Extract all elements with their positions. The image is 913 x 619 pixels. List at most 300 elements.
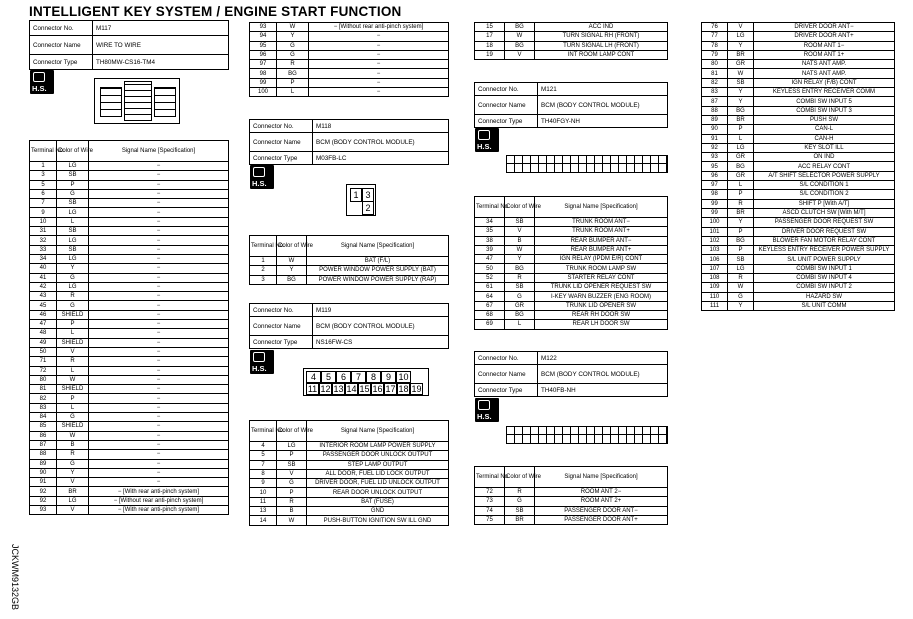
- connector-info-m119: [249, 303, 449, 349]
- table-row: [702, 97, 895, 106]
- color-cell: R: [57, 450, 89, 459]
- color-cell: G: [57, 459, 89, 468]
- pin: 2: [362, 201, 374, 215]
- terminal-table-m122-cont: [701, 22, 895, 311]
- table-row: [30, 217, 229, 226]
- color-cell: LG: [728, 264, 754, 273]
- signal-cell: −: [89, 422, 229, 431]
- terminal-cell: 45: [30, 301, 57, 310]
- header-signal: Signal Name [Specification]: [535, 197, 668, 218]
- signal-cell: ACC RELAY CONT: [754, 162, 895, 171]
- table-row: [702, 227, 895, 236]
- terminal-cell: 18: [475, 41, 505, 50]
- signal-cell: −: [309, 50, 449, 59]
- table-row: [702, 78, 895, 87]
- terminal-cell: 93: [30, 505, 57, 514]
- table-row: [475, 245, 668, 254]
- label: Connector Type: [475, 115, 538, 128]
- signal-cell: −: [89, 431, 229, 440]
- connector-face-m122: [506, 426, 668, 444]
- table-row: [702, 162, 895, 171]
- label: Connector No.: [30, 21, 93, 36]
- table-row: [702, 301, 895, 310]
- terminal-cell: 93: [702, 153, 728, 162]
- table-row: [30, 292, 229, 301]
- signal-cell: −: [89, 245, 229, 254]
- color-cell: G: [505, 292, 535, 301]
- pin: 19: [411, 384, 422, 394]
- table-row: [702, 218, 895, 227]
- color-cell: B: [505, 236, 535, 245]
- terminal-cell: 47: [30, 320, 57, 329]
- signal-cell: A/T SHIFT SELECTOR POWER SUPPLY: [754, 171, 895, 180]
- header-terminal: Terminal No.: [250, 236, 277, 257]
- table-row: [250, 479, 449, 488]
- connector-type: M03FB-LC: [313, 152, 449, 165]
- table-row: [702, 32, 895, 41]
- table-row: [250, 69, 449, 78]
- table-row: [702, 246, 895, 255]
- table-row: [250, 275, 449, 284]
- table-row: [30, 505, 229, 514]
- table-row: [702, 171, 895, 180]
- table-row: [702, 134, 895, 143]
- table-row: [250, 60, 449, 69]
- connector-name: BCM (BODY CONTROL MODULE): [538, 365, 668, 384]
- pin: 13: [333, 384, 344, 394]
- table-row: [30, 273, 229, 282]
- color-cell: SB: [505, 506, 535, 515]
- connector-no: M121: [538, 83, 668, 96]
- signal-cell: DRIVER DOOR REQUEST SW: [754, 227, 895, 236]
- signal-cell: SHIFT P [With A/T]: [754, 199, 895, 208]
- table-row: [250, 469, 449, 478]
- color-cell: LG: [57, 162, 89, 171]
- terminal-cell: 6: [30, 189, 57, 198]
- color-cell: SB: [57, 227, 89, 236]
- signal-cell: PASSENGER DOOR REQUEST SW: [754, 218, 895, 227]
- signal-cell: BLOWER FAN MOTOR RELAY CONT: [754, 236, 895, 245]
- pin: 10: [396, 371, 411, 383]
- signal-cell: − [With rear anti-pinch system]: [89, 487, 229, 496]
- terminal-cell: 19: [475, 50, 505, 59]
- table-row: [30, 301, 229, 310]
- terminal-cell: 78: [702, 41, 728, 50]
- color-cell: Y: [505, 255, 535, 264]
- color-cell: P: [277, 488, 307, 497]
- table-row: [475, 515, 668, 524]
- terminal-cell: 64: [475, 292, 505, 301]
- color-cell: BG: [728, 162, 754, 171]
- connector-name: BCM (BODY CONTROL MODULE): [313, 317, 449, 336]
- color-cell: P: [728, 246, 754, 255]
- label: Connector Type: [30, 55, 93, 70]
- table-row: [702, 41, 895, 50]
- label: Connector Name: [250, 317, 313, 336]
- table-row: [30, 329, 229, 338]
- signal-cell: ASCD CLUTCH SW [With M/T]: [754, 208, 895, 217]
- signal-cell: ROOM ANT 1+: [754, 50, 895, 59]
- signal-cell: IGN RELAY (IPDM E/R) CONT: [535, 255, 668, 264]
- signal-cell: S/L UNIT COMM: [754, 301, 895, 310]
- signal-cell: TURN SIGNAL LH (FRONT): [535, 41, 668, 50]
- signal-cell: −: [89, 236, 229, 245]
- table-row: [702, 199, 895, 208]
- pin: 3: [362, 188, 374, 202]
- terminal-cell: 72: [30, 366, 57, 375]
- color-cell: G: [57, 413, 89, 422]
- table-row: [250, 23, 449, 32]
- label: Connector Name: [475, 96, 538, 115]
- color-cell: SB: [277, 460, 307, 469]
- signal-cell: INTERIOR ROOM LAMP POWER SUPPLY: [307, 442, 449, 451]
- table-row: [250, 497, 449, 506]
- terminal-table-m118: [249, 235, 449, 285]
- table-row: [702, 190, 895, 199]
- color-cell: P: [277, 78, 309, 87]
- signal-cell: −: [89, 385, 229, 394]
- signal-cell: −: [89, 282, 229, 291]
- color-cell: Y: [728, 88, 754, 97]
- terminal-cell: 32: [30, 236, 57, 245]
- header-terminal: Terminal No.: [475, 197, 505, 218]
- table-row: [702, 274, 895, 283]
- header-terminal: Terminal No.: [30, 141, 57, 162]
- table-row: [30, 338, 229, 347]
- color-cell: SB: [57, 199, 89, 208]
- terminal-cell: 10: [30, 217, 57, 226]
- color-cell: P: [728, 125, 754, 134]
- table-row: [30, 264, 229, 273]
- signal-cell: DRIVER DOOR, FUEL LID UNLOCK OUTPUT: [307, 479, 449, 488]
- signal-cell: −: [309, 78, 449, 87]
- color-cell: SHIELD: [57, 385, 89, 394]
- terminal-cell: 96: [250, 50, 277, 59]
- signal-cell: TRUNK ROOM ANT+: [535, 227, 668, 236]
- color-cell: V: [505, 50, 535, 59]
- terminal-cell: 50: [475, 264, 505, 273]
- terminal-cell: 84: [30, 413, 57, 422]
- table-row: [475, 23, 668, 32]
- table-row: [702, 125, 895, 134]
- terminal-cell: 99: [702, 208, 728, 217]
- signal-cell: −: [89, 357, 229, 366]
- signal-cell: ON IND: [754, 153, 895, 162]
- terminal-cell: 52: [475, 273, 505, 282]
- connector-name: WIRE TO WIRE: [93, 36, 229, 55]
- table-row: [475, 488, 668, 497]
- table-row: [475, 227, 668, 236]
- signal-cell: −: [89, 310, 229, 319]
- signal-cell: S/L CONDITION 2: [754, 190, 895, 199]
- color-cell: G: [277, 41, 309, 50]
- table-row: [30, 310, 229, 319]
- connector-type: TH40FGY-NH: [538, 115, 668, 128]
- color-cell: SB: [57, 245, 89, 254]
- signal-cell: TRUNK LID OPENER SW: [535, 301, 668, 310]
- terminal-cell: 68: [475, 310, 505, 319]
- signal-cell: −: [89, 254, 229, 263]
- terminal-cell: 5: [250, 451, 277, 460]
- table-row: [30, 375, 229, 384]
- terminal-cell: 81: [702, 69, 728, 78]
- terminal-cell: 5: [30, 180, 57, 189]
- signal-cell: ALL DOOR, FUEL LID LOCK OUTPUT: [307, 469, 449, 478]
- color-cell: Y: [728, 41, 754, 50]
- signal-cell: INT ROOM LAMP CONT: [535, 50, 668, 59]
- color-cell: W: [505, 245, 535, 254]
- color-cell: L: [57, 366, 89, 375]
- terminal-cell: 80: [30, 375, 57, 384]
- color-cell: Y: [277, 266, 307, 275]
- table-row: [475, 264, 668, 273]
- terminal-cell: 15: [475, 23, 505, 32]
- terminal-cell: 88: [702, 106, 728, 115]
- terminal-cell: 34: [475, 218, 505, 227]
- signal-cell: ACC IND: [535, 23, 668, 32]
- connector-no: M119: [313, 304, 449, 317]
- table-row: [30, 199, 229, 208]
- terminal-cell: 94: [250, 32, 277, 41]
- table-row: [30, 478, 229, 487]
- table-row: [30, 431, 229, 440]
- table-row: [702, 69, 895, 78]
- table-row: [250, 488, 449, 497]
- terminal-table-m117-cont: [249, 22, 449, 97]
- connector-face-m119: [303, 368, 429, 396]
- table-row: [30, 450, 229, 459]
- signal-cell: DRIVER DOOR ANT−: [754, 23, 895, 32]
- label: Connector Name: [250, 133, 313, 152]
- table-row: [250, 460, 449, 469]
- table-row: [475, 41, 668, 50]
- terminal-cell: 89: [702, 115, 728, 124]
- harness-side-icon: H.S.: [30, 70, 54, 94]
- header-color: Color of Wire: [277, 421, 307, 442]
- table-row: [702, 106, 895, 115]
- signal-cell: −: [309, 32, 449, 41]
- pin: 1: [350, 188, 362, 202]
- terminal-cell: 82: [30, 394, 57, 403]
- color-cell: L: [728, 181, 754, 190]
- terminal-cell: 111: [702, 301, 728, 310]
- signal-cell: COMBI SW INPUT 2: [754, 283, 895, 292]
- signal-cell: −: [89, 320, 229, 329]
- terminal-cell: 81: [30, 385, 57, 394]
- signal-cell: POWER WINDOW POWER SUPPLY (RAP): [307, 275, 449, 284]
- terminal-cell: 99: [702, 199, 728, 208]
- table-row: [250, 88, 449, 97]
- terminal-cell: 41: [30, 273, 57, 282]
- pin: 12: [320, 384, 331, 394]
- color-cell: LG: [277, 442, 307, 451]
- table-row: [30, 162, 229, 171]
- color-cell: Y: [57, 264, 89, 273]
- terminal-cell: 38: [475, 236, 505, 245]
- color-cell: L: [505, 320, 535, 329]
- table-row: [475, 320, 668, 329]
- signal-cell: CAN-L: [754, 125, 895, 134]
- table-row: [702, 115, 895, 124]
- signal-cell: COMBI SW INPUT 3: [754, 106, 895, 115]
- terminal-cell: 108: [702, 274, 728, 283]
- table-row: [30, 189, 229, 198]
- terminal-table-m119: [249, 420, 449, 526]
- signal-cell: −: [89, 171, 229, 180]
- table-row: [30, 254, 229, 263]
- terminal-cell: 76: [702, 23, 728, 32]
- terminal-cell: 75: [475, 515, 505, 524]
- signal-cell: PASSENGER DOOR ANT+: [535, 515, 668, 524]
- color-cell: BR: [728, 115, 754, 124]
- color-cell: Y: [728, 301, 754, 310]
- terminal-cell: 73: [475, 497, 505, 506]
- signal-cell: PUSH SW: [754, 115, 895, 124]
- color-cell: SHIELD: [57, 338, 89, 347]
- terminal-cell: 98: [250, 69, 277, 78]
- table-row: [30, 385, 229, 394]
- document-code: JCKWM9132GB: [10, 543, 21, 611]
- terminal-cell: 87: [30, 440, 57, 449]
- signal-cell: KEYLESS ENTRY RECEIVER POWER SUPPLY: [754, 246, 895, 255]
- table-row: [702, 255, 895, 264]
- signal-cell: TRUNK ROOM LAMP SW: [535, 264, 668, 273]
- signal-cell: BAT (FUSE): [307, 497, 449, 506]
- color-cell: R: [57, 357, 89, 366]
- table-row: [250, 50, 449, 59]
- signal-cell: HAZARD SW: [754, 292, 895, 301]
- signal-cell: ROOM ANT 2+: [535, 497, 668, 506]
- terminal-cell: 109: [702, 283, 728, 292]
- signal-cell: −: [89, 468, 229, 477]
- terminal-cell: 107: [702, 264, 728, 273]
- pin: 15: [359, 384, 370, 394]
- terminal-cell: 33: [30, 245, 57, 254]
- terminal-cell: 4: [250, 442, 277, 451]
- terminal-cell: 46: [30, 310, 57, 319]
- signal-cell: IGN RELAY (F/B) CONT: [754, 78, 895, 87]
- signal-cell: −: [309, 60, 449, 69]
- color-cell: L: [728, 134, 754, 143]
- label: Connector Type: [250, 336, 313, 349]
- table-row: [475, 292, 668, 301]
- connector-face-m121: [506, 155, 668, 173]
- color-cell: SB: [505, 283, 535, 292]
- pin: 7: [351, 371, 366, 383]
- table-row: [250, 41, 449, 50]
- signal-cell: DRIVER DOOR ANT+: [754, 32, 895, 41]
- color-cell: G: [57, 189, 89, 198]
- color-cell: V: [277, 469, 307, 478]
- color-cell: LG: [728, 32, 754, 41]
- signal-cell: −: [309, 41, 449, 50]
- signal-cell: KEY SLOT ILL: [754, 143, 895, 152]
- table-row: [702, 283, 895, 292]
- pin: 17: [385, 384, 396, 394]
- terminal-cell: 97: [702, 181, 728, 190]
- signal-cell: COMBI SW INPUT 1: [754, 264, 895, 273]
- color-cell: BR: [505, 515, 535, 524]
- terminal-cell: 95: [702, 162, 728, 171]
- signal-cell: BAT (F/L): [307, 257, 449, 266]
- signal-cell: REAR BUMPER ANT−: [535, 236, 668, 245]
- pin: 5: [321, 371, 336, 383]
- label: Connector Name: [30, 36, 93, 55]
- color-cell: Y: [728, 218, 754, 227]
- table-row: [30, 440, 229, 449]
- signal-cell: − [Without rear anti-pinch system]: [309, 23, 449, 32]
- terminal-cell: 34: [30, 254, 57, 263]
- terminal-cell: 71: [30, 357, 57, 366]
- terminal-table-m119-cont: [474, 22, 668, 60]
- terminal-table-m122: [474, 466, 668, 525]
- color-cell: SB: [728, 78, 754, 87]
- terminal-cell: 1: [30, 162, 57, 171]
- color-cell: GR: [505, 301, 535, 310]
- signal-cell: REAR RH DOOR SW: [535, 310, 668, 319]
- signal-cell: −: [89, 199, 229, 208]
- color-cell: Y: [728, 97, 754, 106]
- terminal-cell: 43: [30, 292, 57, 301]
- signal-cell: STARTER RELAY CONT: [535, 273, 668, 282]
- terminal-cell: 7: [250, 460, 277, 469]
- color-cell: LG: [57, 208, 89, 217]
- color-cell: SHIELD: [57, 310, 89, 319]
- signal-cell: −: [89, 450, 229, 459]
- signal-cell: REAR DOOR UNLOCK OUTPUT: [307, 488, 449, 497]
- table-row: [250, 442, 449, 451]
- connector-name: BCM (BODY CONTROL MODULE): [313, 133, 449, 152]
- terminal-cell: 50: [30, 347, 57, 356]
- terminal-cell: 101: [702, 227, 728, 236]
- color-cell: R: [277, 60, 309, 69]
- color-cell: W: [277, 516, 307, 525]
- color-cell: BG: [505, 23, 535, 32]
- terminal-cell: 11: [250, 497, 277, 506]
- color-cell: Y: [57, 468, 89, 477]
- pin: 9: [381, 371, 396, 383]
- table-row: [30, 422, 229, 431]
- terminal-table-m117: [29, 140, 229, 515]
- connector-type: NS16FW-CS: [313, 336, 449, 349]
- table-row: [475, 506, 668, 515]
- color-cell: BG: [505, 41, 535, 50]
- terminal-cell: 90: [702, 125, 728, 134]
- terminal-cell: 100: [250, 88, 277, 97]
- color-cell: L: [57, 403, 89, 412]
- terminal-cell: 80: [702, 60, 728, 69]
- terminal-cell: 91: [30, 478, 57, 487]
- terminal-cell: 9: [250, 479, 277, 488]
- signal-cell: −: [89, 162, 229, 171]
- connector-type: TH80MW-CS16-TM4: [93, 55, 229, 70]
- header-color: Color of Wire: [505, 197, 535, 218]
- terminal-cell: 98: [702, 190, 728, 199]
- terminal-cell: 88: [30, 450, 57, 459]
- table-row: [475, 255, 668, 264]
- color-cell: G: [505, 497, 535, 506]
- connector-info-m121: [474, 82, 668, 128]
- table-row: [702, 143, 895, 152]
- table-row: [702, 88, 895, 97]
- color-cell: G: [277, 479, 307, 488]
- signal-cell: COMBI SW INPUT 4: [754, 274, 895, 283]
- color-cell: GR: [728, 171, 754, 180]
- table-row: [702, 208, 895, 217]
- connector-no: M122: [538, 352, 668, 365]
- header-signal: Signal Name [Specification]: [307, 236, 449, 257]
- terminal-cell: 77: [702, 32, 728, 41]
